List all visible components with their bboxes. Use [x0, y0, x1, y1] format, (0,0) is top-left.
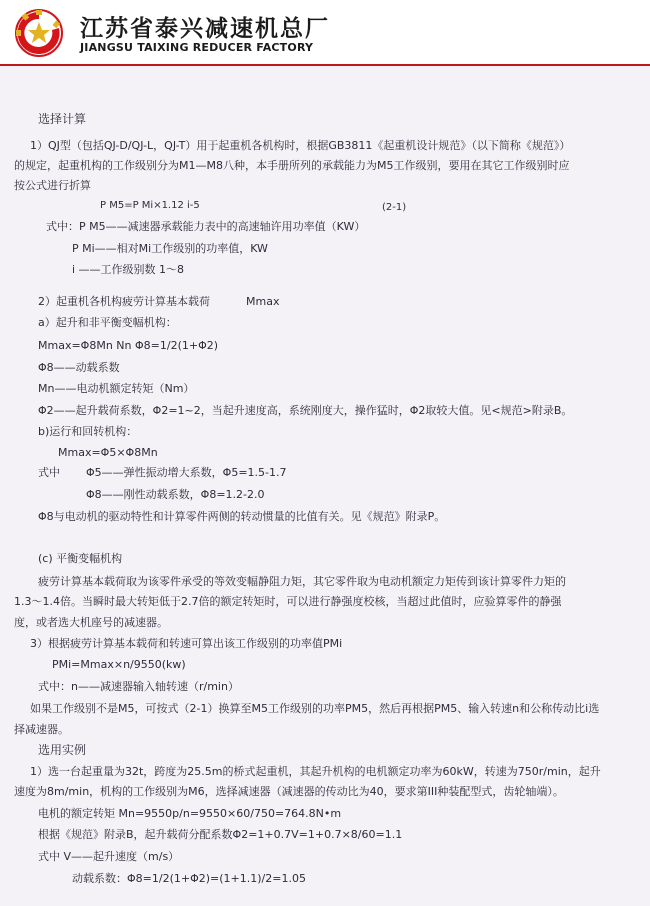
paragraph-line: 1.3～1.4倍。当瞬时最大转矩低于2.7倍的额定转矩时，可以进行静强度校核，当超过此值时，应验算零件的静强 [14, 595, 562, 608]
formula-line: Mmax=Φ8Mn Nn Φ8=1/2(1+Φ2) [38, 339, 219, 352]
paragraph-line: 按公式进行折算 [14, 179, 91, 192]
subsection-heading: (c) 平衡变幅机构 [38, 552, 123, 565]
paragraph-line: 1）选一台起重量为32t，跨度为25.5m的桥式起重机，其起升机构的电机额定功率为60kW，转速为750r/min，起升 [30, 765, 601, 778]
company-name-english: JIANGSU TAIXING REDUCER FACTORY [80, 41, 314, 54]
calculation-line: 根据《规范》附录B，起升载荷分配系数Φ2=1+0.7V=1+0.7×8/60=1.1 [38, 828, 403, 841]
section-title-selection-calc: 选择计算 [38, 112, 87, 126]
page-header [0, 0, 650, 64]
subsection-heading: 3）根据疲劳计算基本载荷和转速可算出该工作级别的功率值PMi [30, 637, 343, 650]
subsection-heading: 2）起重机各机构疲劳计算基本载荷 [38, 295, 210, 308]
paragraph-line: 度，或者选大机座号的减速器。 [14, 616, 168, 629]
where-label: 式中 [38, 466, 60, 479]
paragraph-line: Φ8与电动机的驱动特性和计算零件两侧的转动惯量的比值有关。见《规范》附录P。 [38, 510, 446, 523]
paragraph-line: 疲劳计算基本载荷取为该零件承受的等效变幅静阻力矩，其它零件取为电动机额定力矩传到该计算零件力矩的 [38, 575, 566, 588]
calculation-line: 动载系数：Φ8=1/2(1+Φ2)=(1+1.1)/2=1.05 [72, 872, 306, 885]
paragraph-line: b)运行和回转机构： [38, 425, 138, 438]
company-name-chinese: 江苏省泰兴减速机总厂 [80, 16, 330, 42]
definition-line: 式中 V——起升速度（m/s） [38, 850, 180, 863]
factory-logo-icon [14, 8, 64, 58]
formula-number: (2-1) [382, 202, 407, 213]
definition-line: Mn——电动机额定转矩（Nm） [38, 382, 195, 395]
paragraph-line: 的规定，起重机构的工作级别分为M1—M8八种，本手册所列的承载能力为M5工作级别，要用在其它工作级别时应 [14, 159, 570, 172]
calculation-line: 电机的额定转矩 Mn=9550p/n=9550×60/750=764.8N•m [38, 807, 342, 820]
definition-line: 式中：P M5——减速器承载能力表中的高速轴许用功率值（KW） [46, 220, 366, 233]
paragraph-line: 速度为8m/min，机构的工作级别为M6，选择减速器（减速器的传动比为40，要求第III种装配型式，齿轮轴端）。 [14, 785, 564, 798]
subsection-heading-term: Mmax [246, 295, 280, 308]
document-page [0, 66, 650, 906]
paragraph-line: a）起升和非平衡变幅机构： [38, 316, 177, 329]
definition-line: Φ2——起升载荷系数，Φ2=1~2，当起升速度高，系统刚度大，操作猛时，Φ2取较大值。见<规范>附录B。 [38, 404, 573, 417]
paragraph-line: 如果工作级别不是M5，可按式（2-1）换算至M5工作级别的功率PM5，然后再根据PM5、输入转速n和公称传动比i选 [30, 702, 600, 715]
definition-line: P Mi——相对Mi工作级别的功率值，KW [72, 242, 268, 255]
section-title-example: 选用实例 [38, 743, 87, 757]
paragraph-line: 择减速器。 [14, 723, 69, 736]
definition-line: Φ5——弹性振动增大系数，Φ5=1.5-1.7 [86, 466, 287, 479]
formula-line: PMi=Mmax×n/9550(kw) [52, 658, 186, 671]
formula-line: Mmax=Φ5×Φ8Mn [58, 446, 158, 459]
definition-line: Φ8——动载系数 [38, 361, 120, 374]
definition-line: Φ8——刚性动载系数，Φ8=1.2-2.0 [86, 488, 265, 501]
paragraph-line: 1）QJ型（包括QJ-D/QJ-L，QJ-T）用于起重机各机构时，根据GB3811《起重机设计规范》（以下简称《规范》） [30, 139, 571, 152]
definition-line: i ——工作级别数 1～8 [72, 263, 185, 276]
formula-2-1: P M5=P Mi×1.12 i-5 [100, 200, 200, 211]
definition-line: 式中：n——减速器输入轴转速（r/min） [38, 680, 239, 693]
